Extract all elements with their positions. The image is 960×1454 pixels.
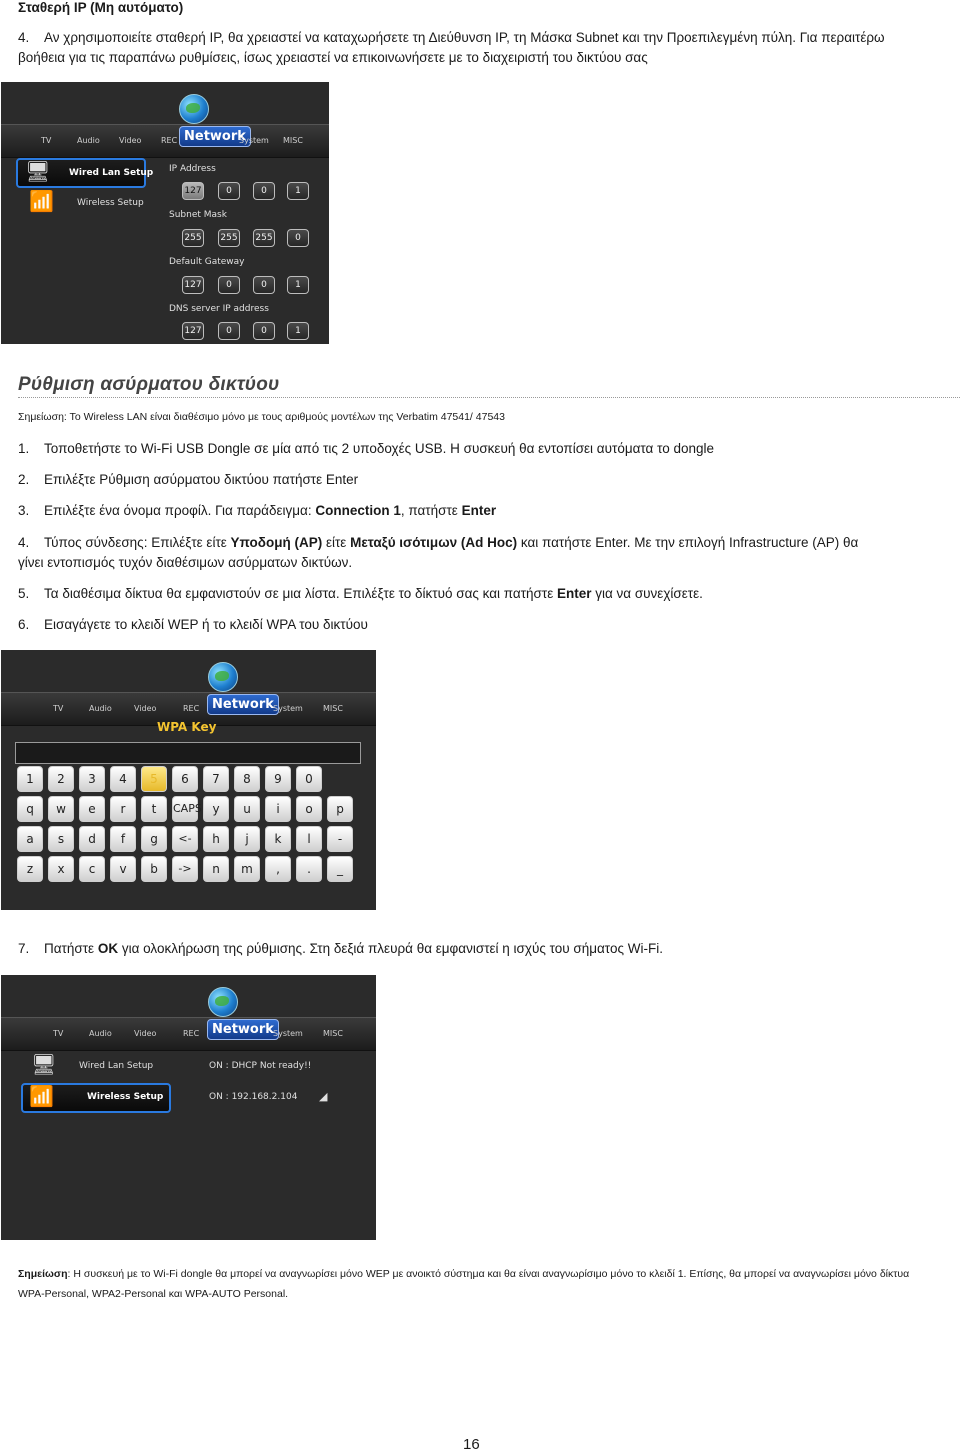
menu-item-audio: Audio [77, 136, 100, 145]
keyboard-key[interactable]: _ [327, 856, 353, 882]
step-5: 5. Τα διαθέσιμα δίκτυα θα εμφανιστούν σε μια λίστα. Επιλέξτε το δίκτυό σας και πατήστε Enter για να συνεχίσετε. [18, 586, 703, 601]
default-gateway-label: Default Gateway [169, 257, 245, 267]
keyboard-key[interactable]: g [141, 826, 167, 852]
step-4-static-line2: βοήθεια για τις παραπάνω ρυθμίσεις, ίσως χρειαστεί να επικοινωνήσετε με το διαχειριστή του δικτύου σας [18, 50, 648, 65]
keyboard-key[interactable]: y [203, 796, 229, 822]
menu-item-tv: TV [53, 1029, 64, 1038]
wireless-icon: 📶 [29, 191, 54, 213]
monitor-icon: 🖥 [25, 161, 51, 183]
keyboard-key[interactable]: a [17, 826, 43, 852]
menu-item-video: Video [134, 704, 157, 713]
ip-octet-2: 0 [218, 182, 240, 200]
globe-icon [208, 987, 238, 1017]
wpa-key-title: WPA Key [157, 720, 217, 734]
globe-icon [179, 94, 209, 124]
keyboard-key[interactable]: 5 [141, 766, 167, 792]
step-7: 7. Πατήστε OK για ολοκλήρωση της ρύθμισης. Στη δεξιά πλευρά θα εμφανιστεί η ισχύς του σήματος Wi-Fi. [18, 941, 663, 956]
keyboard-key[interactable]: 3 [79, 766, 105, 792]
gw-octet-1: 127 [182, 276, 204, 294]
keyboard-key[interactable]: k [265, 826, 291, 852]
menu-item-tv: TV [53, 704, 64, 713]
wpa-key-input[interactable] [15, 742, 361, 764]
step-2: 2. Επιλέξτε Ρύθμιση ασύρματου δικτύου πατήστε Enter [18, 472, 359, 487]
screenshot-wireless-status [1, 975, 376, 1240]
sidebar-label-wireless: Wireless Setup [77, 198, 144, 208]
step-4-static-line1: 4. Αν χρησιμοποιείτε σταθερή IP, θα χρειαστεί να καταχωρήσετε τη Διεύθυνση IP, τη Μάσκα Subnet και την Προεπιλεγμένη πύλη. Για περαιτέρω [18, 30, 885, 45]
sidebar-label-wired: Wired Lan Setup [79, 1061, 154, 1071]
keyboard-key[interactable]: d [79, 826, 105, 852]
keyboard-key[interactable]: m [234, 856, 260, 882]
menu-item-audio: Audio [89, 704, 112, 713]
menu-item-network: Network [207, 1019, 279, 1040]
globe-icon [208, 662, 238, 692]
mask-octet-3: 255 [253, 229, 275, 247]
note-wifi-security-line2: WPA-Personal, WPA2-Personal και WPA-AUTO Personal. [18, 1288, 289, 1300]
menu-item-network: Network [179, 126, 251, 147]
mask-octet-4: 0 [287, 229, 309, 247]
wired-status: ON : DHCP Not ready!! [209, 1061, 312, 1071]
keyboard-key[interactable]: 9 [265, 766, 291, 792]
keyboard-key[interactable]: <- [172, 826, 198, 852]
keyboard-key[interactable]: e [79, 796, 105, 822]
keyboard-key[interactable]: -> [172, 856, 198, 882]
keyboard-key[interactable]: b [141, 856, 167, 882]
keyboard-key[interactable]: i [265, 796, 291, 822]
keyboard-key[interactable]: h [203, 826, 229, 852]
menu-item-rec: REC [161, 136, 178, 145]
keyboard-key[interactable]: x [48, 856, 74, 882]
keyboard-key[interactable]: , [265, 856, 291, 882]
subnet-mask-label: Subnet Mask [169, 210, 227, 220]
keyboard-key[interactable]: z [17, 856, 43, 882]
dns-octet-2: 0 [218, 322, 240, 340]
keyboard-key[interactable]: 1 [17, 766, 43, 792]
keyboard-key[interactable]: n [203, 856, 229, 882]
keyboard-key[interactable]: c [79, 856, 105, 882]
keyboard-key[interactable]: r [110, 796, 136, 822]
keyboard-key[interactable]: 7 [203, 766, 229, 792]
ip-octet-1: 127 [182, 182, 204, 200]
gw-octet-3: 0 [253, 276, 275, 294]
note-wifi-security-line1: Σημείωση: Η συσκευή με το Wi-Fi dongle θα μπορεί να αναγνωρίσει μόνο WEP με ανοικτό σύστημα και θα είναι αναγνωρίσιμο μόνο το κλειδί 1. Επίσης, θα μπορεί να αναγνωρίσει μόνο δίκτυα [18, 1268, 910, 1280]
keyboard-key[interactable]: v [110, 856, 136, 882]
menu-item-misc: MISC [323, 1029, 343, 1038]
section-title-wireless: Ρύθμιση ασύρματου δικτύου [18, 374, 280, 395]
menu-item-misc: MISC [283, 136, 303, 145]
step-3: 3. Επιλέξτε ένα όνομα προφίλ. Για παράδειγμα: Connection 1, πατήστε Enter [18, 503, 497, 518]
note-wireless-models: Σημείωση: Το Wireless LAN είναι διαθέσιμο μόνο με τους αριθμούς μοντέλων της Verbatim 47541/ 47543 [18, 411, 505, 423]
keyboard-key[interactable]: 6 [172, 766, 198, 792]
keyboard-key[interactable]: l [296, 826, 322, 852]
sidebar-label-wireless: Wireless Setup [87, 1092, 164, 1102]
ip-octet-4: 1 [287, 182, 309, 200]
keyboard-key[interactable]: CAPS [172, 796, 198, 822]
keyboard-key[interactable]: s [48, 826, 74, 852]
wireless-icon: 📶 [29, 1086, 54, 1108]
menu-item-system: System [273, 704, 303, 713]
keyboard-key[interactable]: o [296, 796, 322, 822]
menu-item-audio: Audio [89, 1029, 112, 1038]
dns-octet-3: 0 [253, 322, 275, 340]
monitor-icon: 🖥 [31, 1054, 57, 1076]
keyboard-key[interactable]: 2 [48, 766, 74, 792]
gw-octet-4: 1 [287, 276, 309, 294]
gw-octet-2: 0 [218, 276, 240, 294]
menu-item-video: Video [134, 1029, 157, 1038]
keyboard-key[interactable]: j [234, 826, 260, 852]
screenshot-wired-lan-setup [1, 82, 329, 344]
dns-label: DNS server IP address [169, 304, 269, 314]
keyboard-key[interactable]: . [296, 856, 322, 882]
ip-octet-3: 0 [253, 182, 275, 200]
keyboard-key[interactable]: - [327, 826, 353, 852]
step-1: 1. Τοποθετήστε το Wi-Fi USB Dongle σε μία από τις 2 υποδοχές USB. Η συσκευή θα εντοπίσει αυτόματα το dongle [18, 441, 715, 456]
dns-octet-1: 127 [182, 322, 204, 340]
keyboard-key[interactable]: q [17, 796, 43, 822]
page-number: 16 [463, 1436, 480, 1453]
sidebar-label-wired: Wired Lan Setup [69, 168, 154, 178]
menu-item-rec: REC [183, 1029, 200, 1038]
menu-item-network: Network [207, 694, 279, 715]
keyboard-key[interactable]: f [110, 826, 136, 852]
keyboard-key[interactable]: 8 [234, 766, 260, 792]
keyboard-key[interactable]: p [327, 796, 353, 822]
section-title-static-ip: Σταθερή IP (Μη αυτόματο) [18, 0, 184, 15]
menu-item-system: System [239, 136, 269, 145]
menu-item-rec: REC [183, 704, 200, 713]
ip-address-label: IP Address [169, 164, 216, 174]
keyboard-key[interactable]: w [48, 796, 74, 822]
keyboard-key[interactable]: 0 [296, 766, 322, 792]
menu-item-misc: MISC [323, 704, 343, 713]
step-6: 6. Εισαγάγετε το κλειδί WEP ή το κλειδί WPA του δικτύου [18, 617, 368, 632]
keyboard-key[interactable]: t [141, 796, 167, 822]
signal-strength-icon: ◢ [319, 1091, 328, 1103]
keyboard-key[interactable]: 4 [110, 766, 136, 792]
step-4-line1: 4. Τύπος σύνδεσης: Επιλέξτε είτε Υποδομή (AP) είτε Μεταξύ ισότιμων (Ad Hoc) και πατήστε Enter. Με την επιλογή Infrastructure (AP) θα [18, 535, 859, 550]
screenshot-wpa-key-keyboard [1, 650, 376, 910]
step-4-line2: γίνει εντοπισμός τυχόν διαθέσιμων ασύρματων δικτύων. [18, 555, 353, 570]
mask-octet-2: 255 [218, 229, 240, 247]
menu-item-video: Video [119, 136, 142, 145]
dns-octet-4: 1 [287, 322, 309, 340]
wireless-status: ON : 192.168.2.104 [209, 1092, 298, 1102]
menu-item-system: System [273, 1029, 303, 1038]
heading-divider [18, 397, 960, 398]
keyboard-key[interactable]: u [234, 796, 260, 822]
menu-item-tv: TV [41, 136, 52, 145]
mask-octet-1: 255 [182, 229, 204, 247]
